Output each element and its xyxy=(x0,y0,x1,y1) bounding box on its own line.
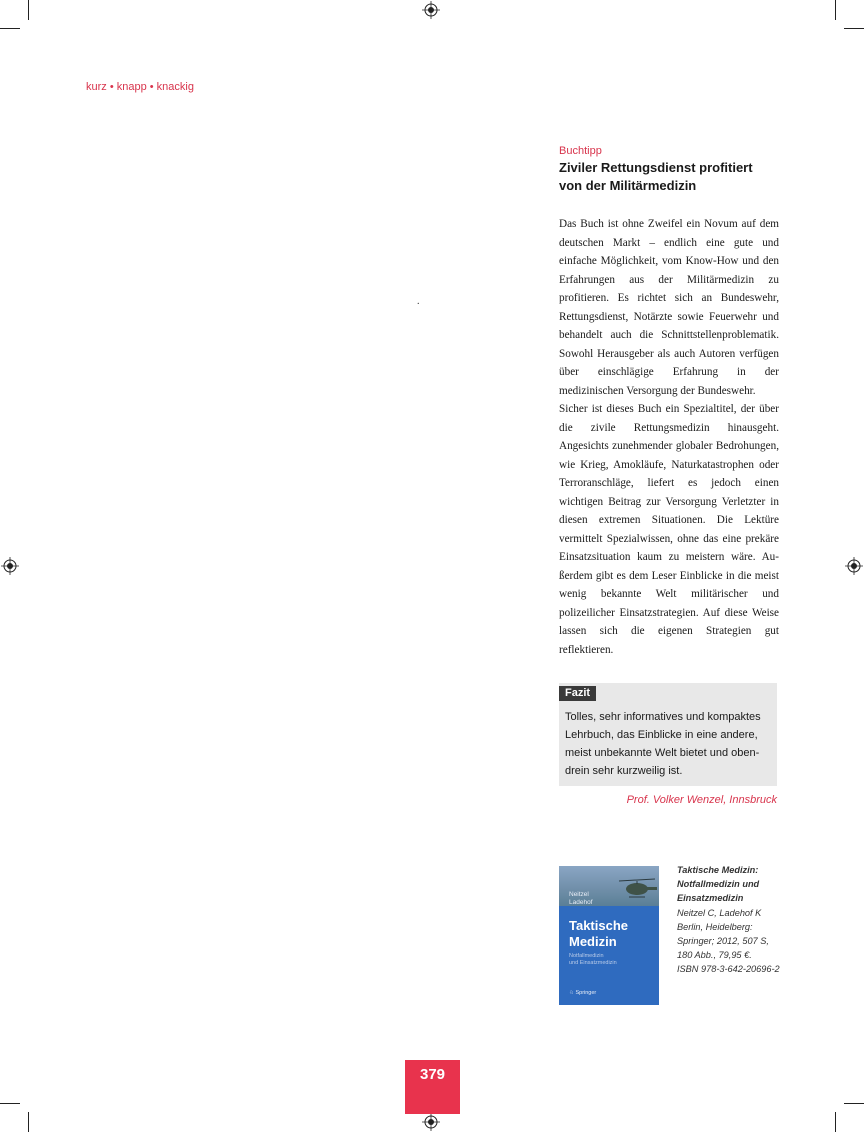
cover-subtitle: Notfallmedizin und Einsatzmedizin xyxy=(569,953,617,966)
article-paragraph: Das Buch ist ohne Zweifel ein Novum auf dem deutschen Markt – endlich eine gute und einfache Möglichkeit, vom Know-How und den Erfahrungen aus der Militärmedizin zu profitieren. Es richtet sich an Bundeswehr, Rettungsdienst, Notärzte sowie Feuerwehr und behandelt auch die Schnittstellenproblematik. Sowohl Herausgeber als auch Autoren verfügen über einschlägige Erfahrung in der medizinischen Versorgung der Bundeswehr. xyxy=(559,218,779,397)
book-info xyxy=(677,863,787,977)
cover-authors: Neitzel Ladehof xyxy=(569,891,593,906)
book-cover-image xyxy=(559,866,659,1005)
cover-title: Taktische Medizin xyxy=(569,918,629,949)
registration-mark-icon xyxy=(845,557,863,575)
article-paragraph: Sicher ist dieses Buch ein Spezialtitel, der über die zivile Rettungsmedizin hinausgeht. Angesichts zunehmender globaler Bedrohungen, wie Krieg, Amokläufe, Naturkatastrophen oder Terroranschläge, liefert es jedoch einen wichtigen Beitrag zur Versorgung Verletzter in diesen extremen Situationen. Die Lektüre vermittelt Spezialwissen, ohne das eine prekäre Einsatzsituation kaum zu meistern wäre. Außerdem gibt es dem Leser Einblicke in die meist wenig bekannte Welt militärischer und polizeilicher Einsatzstrategien. Auf diese Weise lassen sich die eigenen Strategien gut reflektieren. xyxy=(559,403,779,656)
crop-mark xyxy=(835,0,836,20)
stray-dot: . xyxy=(417,296,420,307)
crop-mark xyxy=(28,1112,29,1132)
springer-logo-icon: ♘ xyxy=(569,990,576,996)
helicopter-icon xyxy=(617,876,657,902)
crop-mark xyxy=(844,1103,864,1104)
book-info-title: Taktische Medizin: Notfallmedizin und Einsatzmedizin xyxy=(677,865,760,904)
registration-mark-icon xyxy=(1,557,19,575)
article-title: Ziviler Rettungsdienst profitiert von der Militärmedizin xyxy=(559,160,753,193)
section-header-tag: kurz • knapp • knackig xyxy=(86,81,194,93)
book-info-details: Neitzel C, Ladehof K Berlin, Heidelberg: Springer; 2012, 507 S, 180 Abb., 79,95 €. ISBN 978-3-642-20696-2 xyxy=(677,907,780,975)
crop-mark xyxy=(844,28,864,29)
registration-mark-icon xyxy=(422,1,440,19)
page-number: 379 xyxy=(405,1060,460,1114)
crop-mark xyxy=(835,1112,836,1132)
article-column xyxy=(559,145,779,806)
reviewer-credit: Prof. Volker Wenzel, Innsbruck xyxy=(626,794,777,806)
fazit-text: Tolles, sehr informatives und kompaktes Lehrbuch, das Einblicke in eine andere, meist unbekannte Welt bietet und obendrein sehr kurzweilig ist. xyxy=(565,711,761,777)
cover-publisher: ♘ Springer xyxy=(569,990,597,996)
crop-mark xyxy=(0,1103,20,1104)
crop-mark xyxy=(0,28,20,29)
registration-mark-icon xyxy=(422,1113,440,1131)
fazit-box xyxy=(559,683,777,786)
article-kicker: Buchtipp xyxy=(559,145,602,157)
fazit-label: Fazit xyxy=(559,686,596,701)
crop-mark xyxy=(28,0,29,20)
